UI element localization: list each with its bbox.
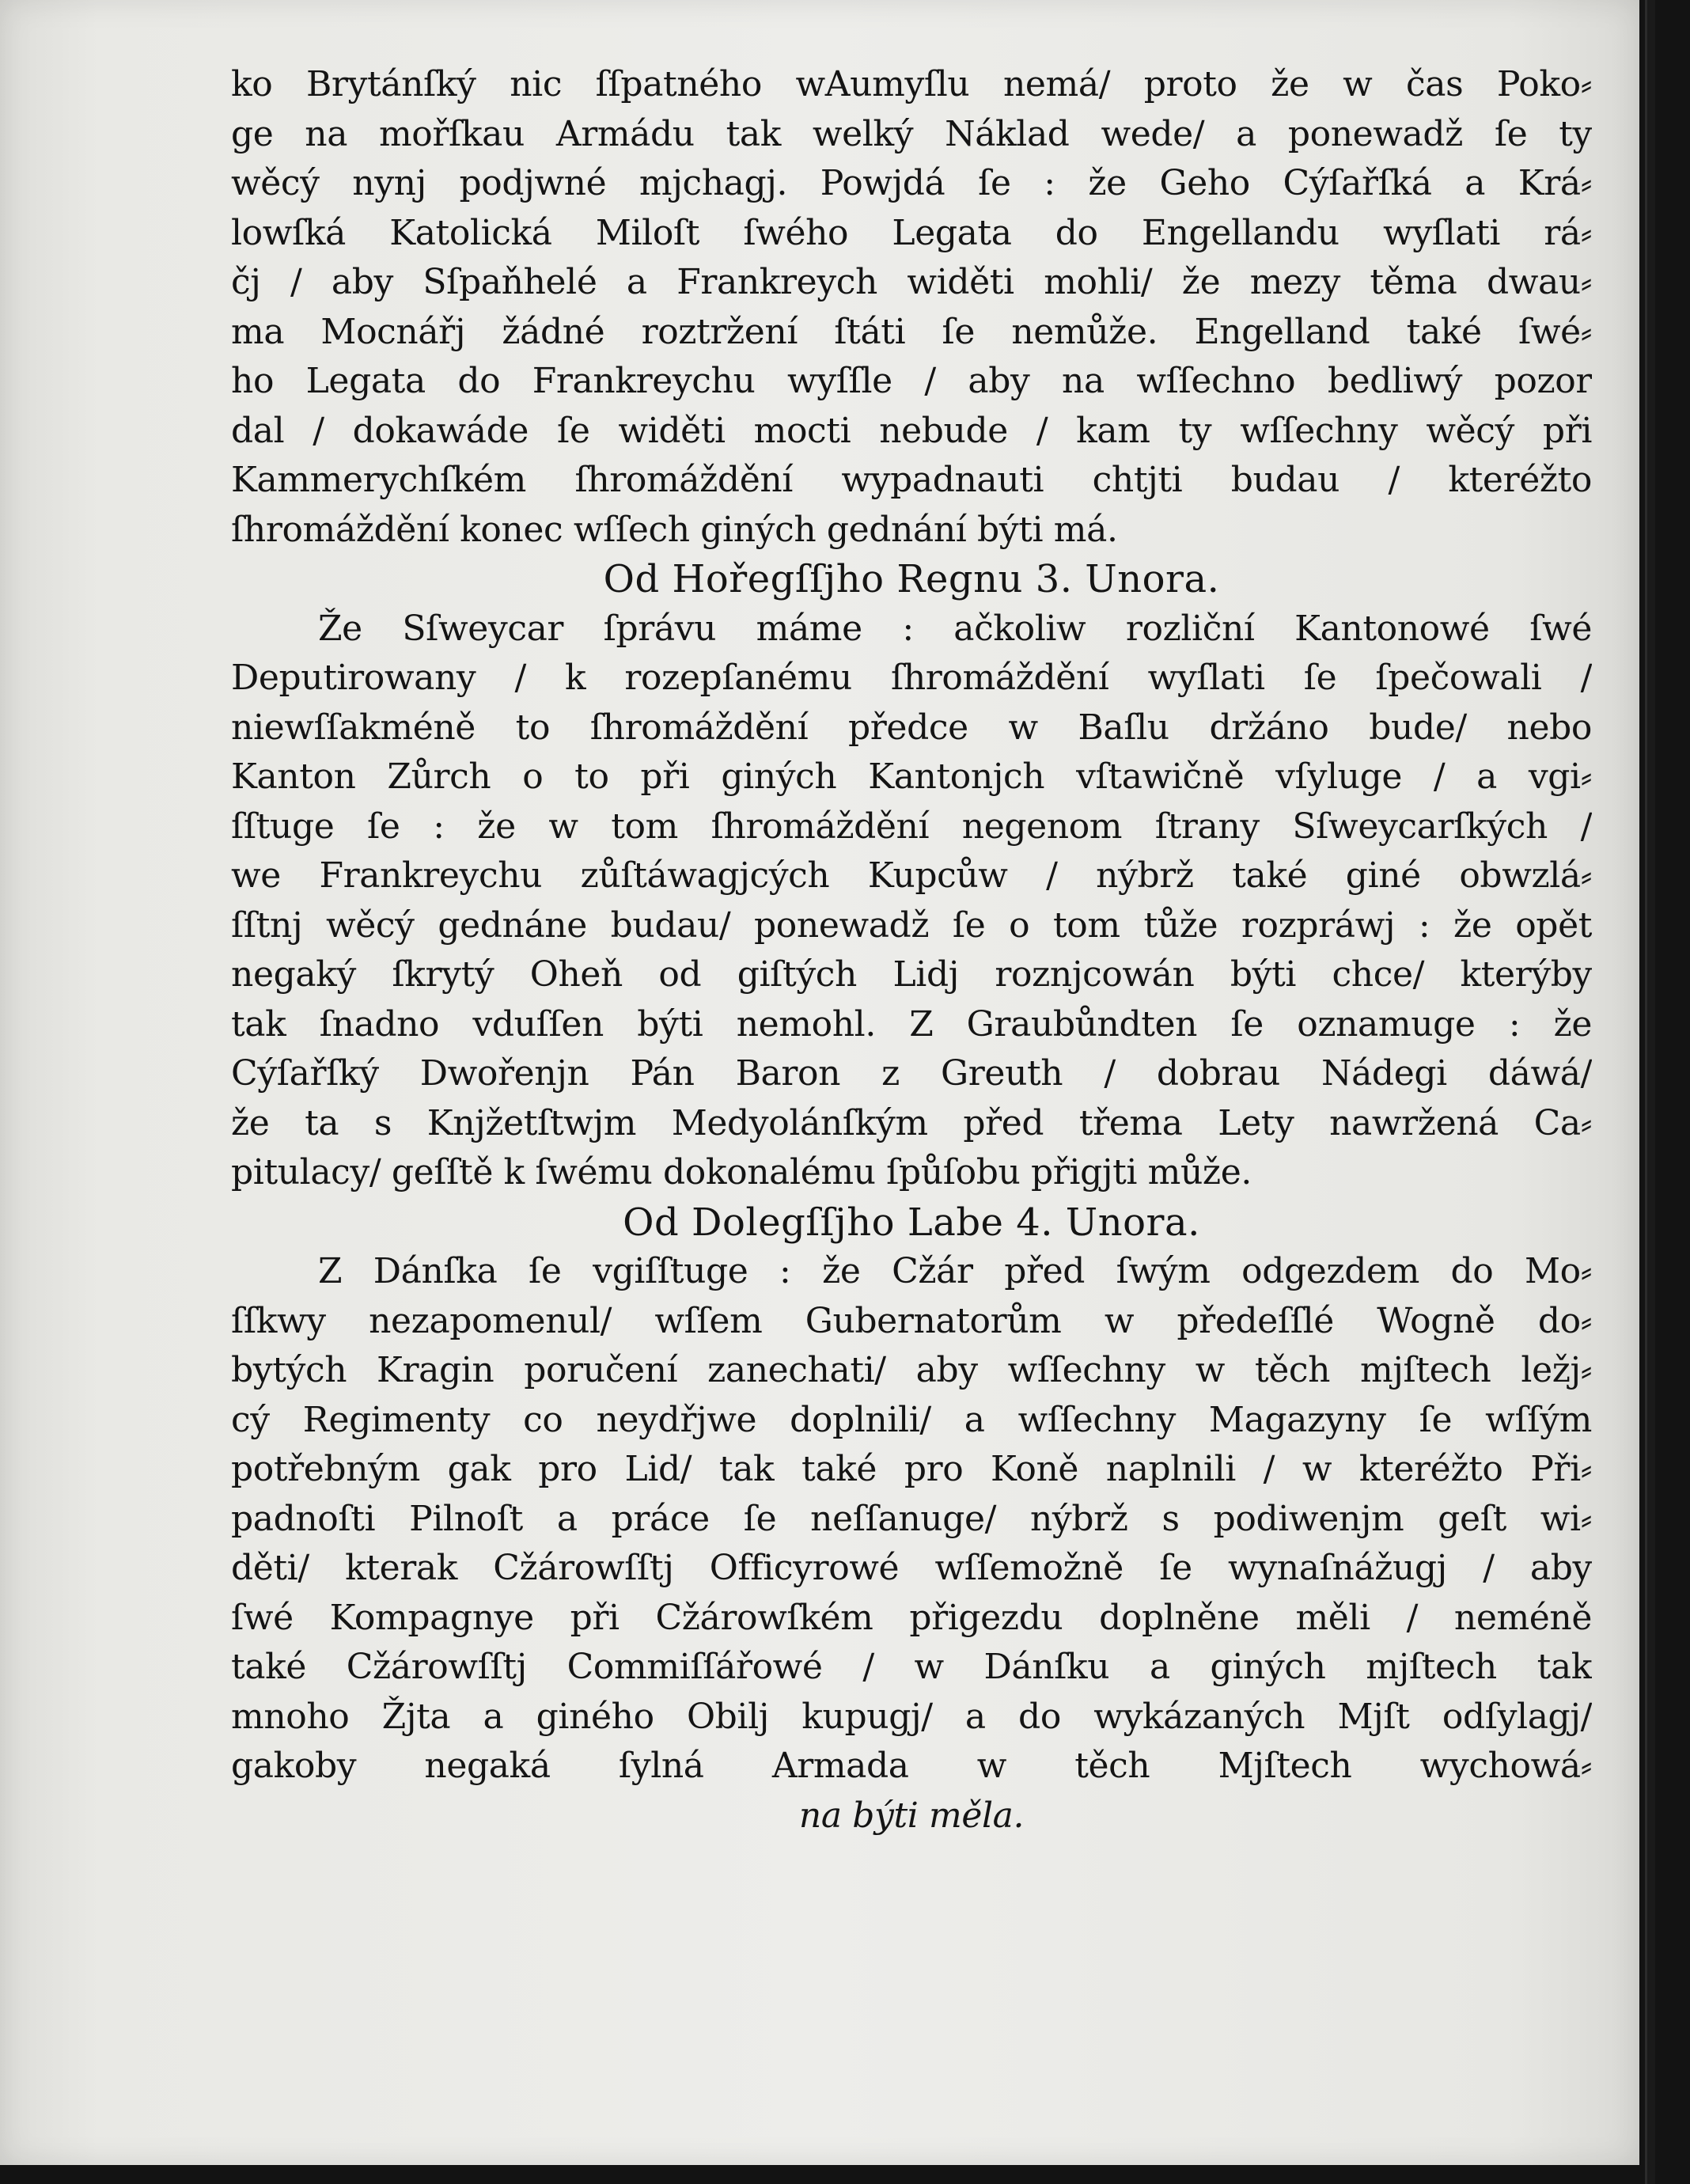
text-line: ſſtuge ſe : že w tom ſhromáždění negenom ſtrany Sſweycarſkých / xyxy=(231,806,1592,847)
text-line: ſhromáždění konec wſſech giných gednání býti má. xyxy=(231,509,1118,550)
text-line: Cýſařſký Dwořenjn Pán Baron z Greuth / dobrau Nádegi dáwá/ xyxy=(231,1053,1592,1094)
text-line: ge na mořſkau Armádu tak welký Náklad wede/ a ponewadž ſe ty xyxy=(231,113,1592,154)
text-line: ſſtnj wěcý gednáne budau/ ponewadž ſe o tom tůže rozpráwj : že opět xyxy=(231,904,1592,946)
section-heading-lower-elbe: Od Dolegſſjho Labe 4. Unora. xyxy=(623,1200,1200,1245)
paragraph-continuation xyxy=(231,60,1592,555)
text-line: we Frankreychu zůſtáwagjcých Kupcůw / nýbrž také giné obwzlá⸗ xyxy=(231,855,1592,896)
text-line: ko Brytánſký nic ſſpatného wAumyſlu nemá/ proto že w čas Poko⸗ xyxy=(231,64,1592,104)
closing-line: na býti měla. xyxy=(798,1795,1025,1836)
text-line: gakoby negaká ſylná Armada w těch Mjſtech wychowá⸗ xyxy=(231,1746,1592,1786)
text-line: děti/ kterak Cžárowſſtj Officyrowé wſſemožně ſe wynaſnážugj / aby xyxy=(231,1548,1592,1588)
text-line: Že Sſweycar ſprávu máme : ačkoliw rozliční Kantonowé ſwé xyxy=(318,608,1592,649)
text-line: ho Legata do Frankreychu wyſſle / aby na wſſechno bedliwý pozor xyxy=(231,361,1592,401)
text-line: bytých Kragin poručení zanechati/ aby wſſechny w těch mjſtech ležj⸗ xyxy=(231,1350,1592,1390)
text-line: wěcý nynj podjwné mjchagj. Powjdá ſe : že Geho Cýſařſká a Krá⸗ xyxy=(231,163,1592,203)
text-line: ſwé Kompagnye při Cžárowſkém přigezdu doplněne měli / neméně xyxy=(231,1597,1592,1638)
text-line: potřebným gak pro Lid/ tak také pro Koně naplnili / w kteréžto Při⸗ xyxy=(231,1449,1592,1489)
text-line: Kanton Zůrch o to při giných Kantonjch vſtawičně vſyluge / a vgi⸗ xyxy=(231,756,1592,797)
text-line: ma Mocnářj žádné roztržení ſtáti ſe nemůže. Engelland také ſwé⸗ xyxy=(231,311,1592,352)
text-line: niewſſakméně to ſhromáždění předce w Baſlu držáno bude/ nebo xyxy=(231,707,1592,748)
text-line: cý Regimenty co neydřjwe doplnili/ a wſſechny Magazyny ſe wſſým xyxy=(231,1399,1592,1440)
text-line: čj / aby Sſpaňhelé a Frankreych widěti mohli/ že mezy těma dwau⸗ xyxy=(231,262,1592,302)
book-gutter-edge xyxy=(1645,0,1655,2184)
paragraph-denmark xyxy=(231,1247,1592,1792)
paragraph-switzerland xyxy=(231,605,1592,1198)
text-line: dal / dokawáde ſe widěti mocti nebude / kam ty wſſechny wěcý při xyxy=(231,410,1592,451)
text-line: padnoſti Pilnoſt a práce ſe neſſanuge/ nýbrž s podiwenjm geſt wi⸗ xyxy=(231,1498,1592,1539)
section-heading-upper-rhine: Od Hořegſſjho Regnu 3. Unora. xyxy=(603,557,1220,601)
text-line: lowſká Katolická Miloſt ſwého Legata do Engellandu wyſlati rá⸗ xyxy=(231,212,1592,253)
text-line: ſſkwy nezapomenul/ wſſem Gubernatorům w předeſſlé Wogně do⸗ xyxy=(231,1300,1592,1341)
text-line: negaký ſkrytý Oheň od giſtých Lidj roznjcowán býti chce/ kterýby xyxy=(231,954,1592,995)
text-line: Z Dánſka ſe vgiſſtuge : že Cžár před ſwým odgezdem do Mo⸗ xyxy=(318,1251,1592,1291)
text-block xyxy=(231,60,1592,1841)
text-line: tak ſnadno vduſſen býti nemohl. Z Graubůndten ſe oznamuge : že xyxy=(231,1003,1592,1045)
text-line: také Cžárowſſtj Commiſſářowé / w Dánſku a giných mjſtech tak xyxy=(231,1647,1592,1687)
text-line: pitulacy/ geſſtě k ſwému dokonalému ſpůſobu přigjti může. xyxy=(231,1152,1252,1192)
text-line: mnoho Žjta a giného Obilj kupugj/ a do wykázaných Mjſt odſylagj/ xyxy=(231,1696,1592,1737)
text-line: Kammerychſkém ſhromáždění wypadnauti chtjti budau / kteréžto xyxy=(231,460,1592,500)
text-line: Deputirowany / k rozepſanému ſhromáždění wyſlati ſe ſpečowali / xyxy=(231,658,1592,698)
text-line: že ta s Knjžetſtwjm Medyolánſkým před třema Lety nawržená Ca⸗ xyxy=(231,1102,1592,1143)
